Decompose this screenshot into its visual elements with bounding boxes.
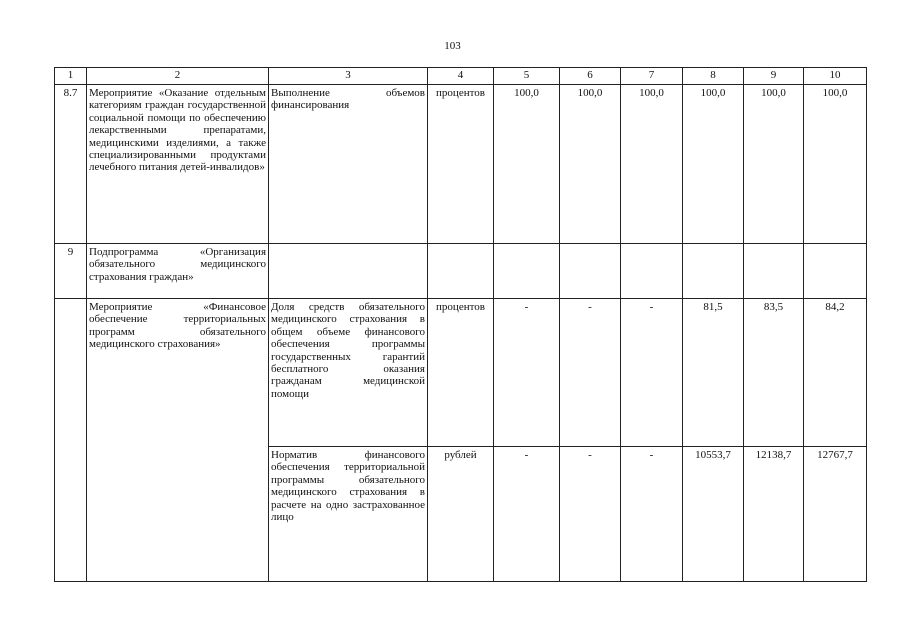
table-row <box>55 244 867 299</box>
value-cell: - <box>621 447 683 582</box>
event-name: Мероприятие «Оказание отдельным категориям граждан государственной социальной помощи по обеспечению лекарственными препаратами, медицинскими изделиями, а также специализированными продуктами лечебного питания детей-инвалидов» <box>87 85 269 244</box>
value-cell: - <box>560 299 621 447</box>
empty-cell <box>804 244 867 299</box>
empty-cell <box>428 244 494 299</box>
table-row <box>55 299 867 447</box>
unit: процентов <box>428 85 494 244</box>
empty-cell <box>683 244 744 299</box>
empty-cell <box>560 244 621 299</box>
column-header: 10 <box>804 68 867 85</box>
value-cell: - <box>494 447 560 582</box>
column-header: 8 <box>683 68 744 85</box>
value-cell: 100,0 <box>621 85 683 244</box>
value-cell: 100,0 <box>560 85 621 244</box>
table-header-row <box>55 68 867 85</box>
column-header: 5 <box>494 68 560 85</box>
program-indicators-table <box>54 67 867 582</box>
value-cell: 10553,7 <box>683 447 744 582</box>
page-number: 103 <box>444 40 461 52</box>
column-header: 1 <box>55 68 87 85</box>
indicator-name: Доля средств обязательного медицинского страхования в общем объеме финансового обеспечения программы государственных гарантий бесплатного оказания гражданам медицинской помощи <box>269 299 428 447</box>
event-name: Мероприятие «Финансовое обеспечение территориальных программ обязательного медицинского страхования» <box>87 299 269 582</box>
indicator-name: Норматив финансового обеспечения территориальной программы обязательного медицинского страхования в расчете на одно застрахованное лицо <box>269 447 428 582</box>
column-header: 4 <box>428 68 494 85</box>
unit: процентов <box>428 299 494 447</box>
row-number: 8.7 <box>55 85 87 244</box>
indicator-name: Выполнение объемов финансирования <box>269 85 428 244</box>
column-header: 7 <box>621 68 683 85</box>
column-header: 3 <box>269 68 428 85</box>
column-header: 9 <box>744 68 804 85</box>
row-number: 9 <box>55 244 87 299</box>
subprogram-name: Подпрограмма «Организация обязательного медицинского страхования граждан» <box>87 244 269 299</box>
empty-cell <box>744 244 804 299</box>
value-cell: 100,0 <box>683 85 744 244</box>
empty-cell <box>269 244 428 299</box>
value-cell: 12138,7 <box>744 447 804 582</box>
value-cell: 81,5 <box>683 299 744 447</box>
value-cell: - <box>621 299 683 447</box>
column-header: 2 <box>87 68 269 85</box>
value-cell: 12767,7 <box>804 447 867 582</box>
value-cell: - <box>494 299 560 447</box>
empty-cell <box>494 244 560 299</box>
row-number <box>55 299 87 582</box>
unit: рублей <box>428 447 494 582</box>
empty-cell <box>621 244 683 299</box>
column-header: 6 <box>560 68 621 85</box>
value-cell: 100,0 <box>804 85 867 244</box>
value-cell: 84,2 <box>804 299 867 447</box>
value-cell: - <box>560 447 621 582</box>
value-cell: 100,0 <box>494 85 560 244</box>
table-row <box>55 85 867 244</box>
value-cell: 83,5 <box>744 299 804 447</box>
value-cell: 100,0 <box>744 85 804 244</box>
